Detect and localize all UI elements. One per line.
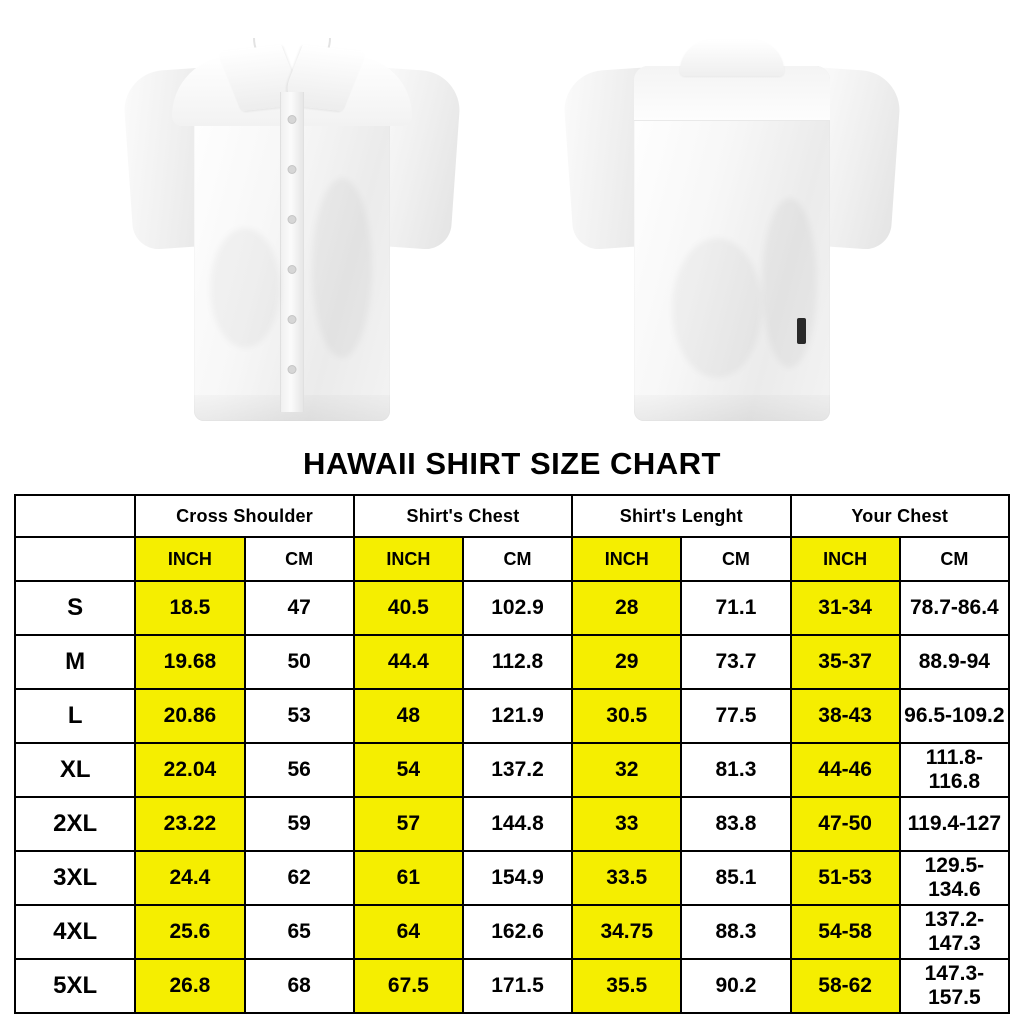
row-size-label: 2XL — [15, 797, 135, 851]
table-row — [15, 743, 1009, 797]
cell-your-chest-inch: 38-43 — [791, 689, 900, 743]
cell-your-chest-cm: 147.3-157.5 — [900, 959, 1009, 1013]
cell-cross-shoulder-cm: 47 — [245, 581, 354, 635]
cell-cross-shoulder-inch: 22.04 — [135, 743, 244, 797]
cell-chest-cm: 144.8 — [463, 797, 572, 851]
cell-chest-cm: 162.6 — [463, 905, 572, 959]
table-unit-header-row — [15, 537, 1009, 581]
unit-corner-cell — [15, 537, 135, 581]
cell-chest-inch: 67.5 — [354, 959, 463, 1013]
cell-your-chest-cm: 129.5-134.6 — [900, 851, 1009, 905]
shirt-back-illustration — [572, 18, 892, 428]
cell-cross-shoulder-inch: 20.86 — [135, 689, 244, 743]
cell-chest-inch: 64 — [354, 905, 463, 959]
page-title: HAWAII SHIRT SIZE CHART — [303, 446, 721, 481]
back-collar — [680, 40, 784, 76]
cell-length-inch: 33.5 — [572, 851, 681, 905]
group-header-your-chest: Your Chest — [791, 495, 1009, 537]
cell-your-chest-inch: 54-58 — [791, 905, 900, 959]
cell-your-chest-cm: 88.9-94 — [900, 635, 1009, 689]
cell-your-chest-inch: 31-34 — [791, 581, 900, 635]
table-row — [15, 905, 1009, 959]
cell-length-inch: 32 — [572, 743, 681, 797]
cell-length-cm: 73.7 — [681, 635, 790, 689]
cell-length-cm: 77.5 — [681, 689, 790, 743]
row-size-label: 5XL — [15, 959, 135, 1013]
cell-length-inch: 33 — [572, 797, 681, 851]
fabric-fold — [762, 198, 817, 368]
cell-cross-shoulder-cm: 65 — [245, 905, 354, 959]
fabric-fold — [210, 228, 280, 348]
cell-chest-cm: 121.9 — [463, 689, 572, 743]
cell-chest-cm: 102.9 — [463, 581, 572, 635]
cell-chest-cm: 154.9 — [463, 851, 572, 905]
group-header-shirts-lenght: Shirt's Lenght — [572, 495, 790, 537]
cell-your-chest-inch: 47-50 — [791, 797, 900, 851]
cell-length-cm: 71.1 — [681, 581, 790, 635]
row-size-label: S — [15, 581, 135, 635]
cell-chest-inch: 44.4 — [354, 635, 463, 689]
fabric-fold — [672, 238, 762, 378]
cell-cross-shoulder-inch: 25.6 — [135, 905, 244, 959]
shirt-button — [289, 116, 296, 123]
cell-your-chest-cm: 78.7-86.4 — [900, 581, 1009, 635]
unit-header-cm: CM — [463, 537, 572, 581]
unit-header-inch: INCH — [135, 537, 244, 581]
size-chart-table — [14, 494, 1010, 1014]
table-group-header-row — [15, 495, 1009, 537]
shirt-button — [289, 166, 296, 173]
shirt-illustrations — [0, 0, 1024, 444]
front-button-placket — [280, 92, 304, 412]
cell-length-cm: 85.1 — [681, 851, 790, 905]
cell-length-inch: 29 — [572, 635, 681, 689]
cell-chest-cm: 112.8 — [463, 635, 572, 689]
cell-chest-inch: 40.5 — [354, 581, 463, 635]
group-header-shirts-chest: Shirt's Chest — [354, 495, 572, 537]
table-row — [15, 581, 1009, 635]
size-table-container — [0, 494, 1024, 1024]
cell-chest-inch: 54 — [354, 743, 463, 797]
unit-header-cm: CM — [245, 537, 354, 581]
cell-cross-shoulder-inch: 24.4 — [135, 851, 244, 905]
table-row — [15, 851, 1009, 905]
row-size-label: L — [15, 689, 135, 743]
unit-header-cm: CM — [900, 537, 1009, 581]
shirt-button — [289, 366, 296, 373]
cell-cross-shoulder-cm: 62 — [245, 851, 354, 905]
cell-cross-shoulder-cm: 53 — [245, 689, 354, 743]
cell-length-inch: 34.75 — [572, 905, 681, 959]
cell-length-cm: 81.3 — [681, 743, 790, 797]
table-row — [15, 635, 1009, 689]
cell-cross-shoulder-cm: 68 — [245, 959, 354, 1013]
shirt-button — [289, 316, 296, 323]
cell-your-chest-cm: 119.4-127 — [900, 797, 1009, 851]
cell-length-cm: 83.8 — [681, 797, 790, 851]
row-size-label: M — [15, 635, 135, 689]
table-row — [15, 959, 1009, 1013]
cell-length-inch: 28 — [572, 581, 681, 635]
unit-header-inch: INCH — [791, 537, 900, 581]
cell-cross-shoulder-cm: 59 — [245, 797, 354, 851]
cell-length-inch: 35.5 — [572, 959, 681, 1013]
cell-chest-inch: 57 — [354, 797, 463, 851]
cell-cross-shoulder-cm: 50 — [245, 635, 354, 689]
cell-your-chest-inch: 44-46 — [791, 743, 900, 797]
cell-length-cm: 88.3 — [681, 905, 790, 959]
cell-chest-inch: 48 — [354, 689, 463, 743]
row-size-label: 4XL — [15, 905, 135, 959]
corner-cell — [15, 495, 135, 537]
shirt-front-illustration — [132, 18, 452, 428]
cell-cross-shoulder-inch: 19.68 — [135, 635, 244, 689]
cell-chest-cm: 137.2 — [463, 743, 572, 797]
cell-length-cm: 90.2 — [681, 959, 790, 1013]
shirt-button — [289, 266, 296, 273]
shirt-button — [289, 216, 296, 223]
unit-header-inch: INCH — [354, 537, 463, 581]
fabric-fold — [312, 178, 372, 358]
cell-chest-inch: 61 — [354, 851, 463, 905]
table-row — [15, 797, 1009, 851]
unit-header-inch: INCH — [572, 537, 681, 581]
cell-chest-cm: 171.5 — [463, 959, 572, 1013]
cell-your-chest-cm: 137.2-147.3 — [900, 905, 1009, 959]
row-size-label: 3XL — [15, 851, 135, 905]
cell-cross-shoulder-inch: 26.8 — [135, 959, 244, 1013]
cell-cross-shoulder-inch: 18.5 — [135, 581, 244, 635]
row-size-label: XL — [15, 743, 135, 797]
cell-your-chest-inch: 35-37 — [791, 635, 900, 689]
cell-cross-shoulder-inch: 23.22 — [135, 797, 244, 851]
cell-your-chest-inch: 58-62 — [791, 959, 900, 1013]
cell-your-chest-cm: 111.8-116.8 — [900, 743, 1009, 797]
unit-header-cm: CM — [681, 537, 790, 581]
cell-your-chest-cm: 96.5-109.2 — [900, 689, 1009, 743]
cell-your-chest-inch: 51-53 — [791, 851, 900, 905]
cell-cross-shoulder-cm: 56 — [245, 743, 354, 797]
table-row — [15, 689, 1009, 743]
cell-length-inch: 30.5 — [572, 689, 681, 743]
group-header-cross-shoulder: Cross Shoulder — [135, 495, 353, 537]
